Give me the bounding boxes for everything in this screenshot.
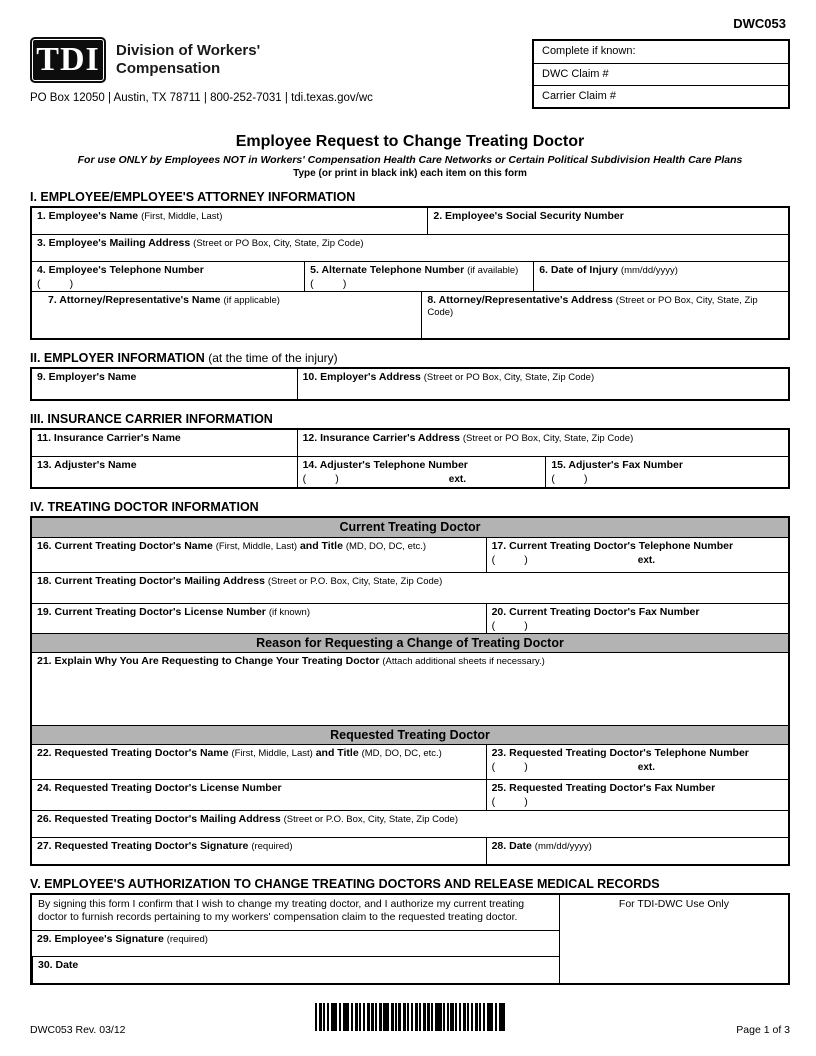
section2-heading-note: (at the time of the injury) [208,351,338,365]
field-hint: (First, Middle, Last) [215,541,298,552]
ext-label: ext. [637,555,655,566]
field-hint: (mm/dd/yyyy) [534,841,592,852]
field-hint: (if known) [268,607,310,618]
field-label: 15. Adjuster's Fax Number [551,459,683,471]
agency-name [116,42,260,78]
field-employee-signature-date[interactable] [32,957,559,983]
field-requested-doctor-date[interactable] [486,838,788,864]
field-attorney-address[interactable] [421,292,788,338]
section5-box [30,893,790,985]
field-label: 23. Requested Treating Doctor's Telephone Number [491,747,749,759]
field-employer-name[interactable] [32,369,297,399]
phone-paren: ( ) [491,620,528,632]
field-requested-doctor-name[interactable] [32,745,486,779]
field-alternate-telephone[interactable] [304,262,533,291]
section4-table [30,516,790,866]
section3-heading: III. INSURANCE CARRIER INFORMATION [30,412,273,426]
phone-paren: ( ) [491,796,528,808]
field-hint: (Street or P.O. Box, City, State, Zip Code) [283,814,459,825]
field-requested-doctor-telephone[interactable] [486,745,788,779]
field-label: 25. Requested Treating Doctor's Fax Number [491,782,716,794]
field-label2: and Title [299,540,343,552]
field-hint: (if available) [467,265,519,276]
field-label: 26. Requested Treating Doctor's Mailing Address [37,813,281,825]
section1-heading: I. EMPLOYEE/EMPLOYEE'S ATTORNEY INFORMATION [30,190,356,204]
claim-box [532,39,790,109]
field-label: 16. Current Treating Doctor's Name [37,540,213,552]
field-requested-doctor-mailing-address[interactable] [32,811,788,837]
field-label: 29. Employee's Signature [37,933,164,945]
agency-contact: PO Box 12050 | Austin, TX 78711 | 800-252-7031 | tdi.texas.gov/wc [30,92,373,104]
phone-paren: ( ) [491,761,528,773]
field-label: 8. Attorney/Representative's Address [427,294,613,306]
field-hint: (Street or PO Box, City, State, Zip Code) [193,238,364,249]
field-label: 19. Current Treating Doctor's License Number [37,606,266,618]
phone-paren: ( ) [310,278,347,290]
field-hint: (Street or P.O. Box, City, State, Zip Code) [267,576,443,587]
field-hint: (mm/dd/yyyy) [620,265,678,276]
field-label: 24. Requested Treating Doctor's License Number [37,782,282,794]
field-requested-doctor-fax[interactable] [486,780,788,810]
field-current-doctor-fax[interactable] [486,604,788,633]
field-label: 3. Employee's Mailing Address [37,237,191,249]
dwc-claim-field[interactable]: DWC Claim # [534,63,788,85]
field-label: 14. Adjuster's Telephone Number [302,459,468,471]
phone-paren: ( ) [302,473,339,485]
field-employee-mailing-address[interactable] [32,235,788,261]
field-label: 10. Employer's Address [302,371,421,383]
field-adjuster-telephone[interactable] [297,457,546,487]
field-hint: (required) [166,934,208,945]
authorization-block [32,895,559,983]
field-carrier-name[interactable] [32,430,297,456]
field-label: 5. Alternate Telephone Number [310,264,465,276]
field-label: 28. Date [491,840,532,852]
field-hint: (Attach additional sheets if necessary.) [382,656,545,667]
field-hint2: (MD, DO, DC, etc.) [345,541,427,552]
field-attorney-name[interactable] [32,292,421,338]
field-label: 2. Employee's Social Security Number [433,210,624,222]
subheader-requested-treating-doctor: Requested Treating Doctor [32,725,788,744]
page-subtitle: For use ONLY by Employees NOT in Workers' Compensation Health Care Networks or Certain Political Subdivision Health Care Plans [77,154,743,166]
field-label: 9. Employer's Name [37,371,137,383]
field-date-of-injury[interactable] [533,262,788,291]
field-hint: (First, Middle, Last) [141,211,223,222]
section4-heading: IV. TREATING DOCTOR INFORMATION [30,500,259,514]
section5-heading: V. EMPLOYEE'S AUTHORIZATION TO CHANGE TREATING DOCTORS AND RELEASE MEDICAL RECORDS [30,877,660,891]
field-employee-name[interactable] [32,208,427,234]
field-hint: (required) [251,841,293,852]
field-reason-explanation[interactable] [32,653,788,725]
phone-paren: ( ) [491,554,528,566]
field-current-doctor-name[interactable] [32,538,486,572]
field-employee-signature[interactable] [32,931,559,957]
field-label: 21. Explain Why You Are Requesting to Change Your Treating Doctor [37,655,380,667]
field-current-doctor-mailing-address[interactable] [32,573,788,603]
agency-name-line2: Compensation [116,60,221,77]
field-label: 6. Date of Injury [539,264,618,276]
field-current-doctor-license[interactable] [32,604,486,633]
phone-paren: ( ) [551,473,588,485]
field-hint: (if applicable) [223,295,280,306]
field-hint: (Street or PO Box, City, State, Zip Code) [423,372,595,383]
authorization-statement: By signing this form I confirm that I wish to change my treating doctor, and I authorize my current treating doctor to furnish records pertaining to my workers' compensation claim to the requested treating doctor. [32,895,559,931]
field-requested-doctor-license[interactable] [32,780,486,810]
field-current-doctor-telephone[interactable] [486,538,788,572]
subheader-reason-for-change: Reason for Requesting a Change of Treating Doctor [32,633,788,652]
tdi-logo: TDI [30,37,106,83]
field-label: 18. Current Treating Doctor's Mailing Address [37,575,265,587]
field-label: 1. Employee's Name [37,210,139,222]
field-label: 11. Insurance Carrier's Name [37,432,181,444]
field-adjuster-fax[interactable] [545,457,788,487]
subheader-current-treating-doctor: Current Treating Doctor [32,518,788,537]
section2-heading [30,351,790,365]
field-employee-ssn[interactable] [427,208,788,234]
ext-label: ext. [637,762,655,773]
field-hint: (Street or PO Box, City, State, Zip Code) [462,433,634,444]
field-label: 7. Attorney/Representative's Name [48,294,221,306]
field-label: 4. Employee's Telephone Number [37,264,204,276]
field-hint: (Street or PO Box, City, State, Zip Code) [427,295,758,318]
field-hint: (First, Middle, Last) [231,748,313,759]
section3-table [30,428,790,489]
page-title: Employee Request to Change Treating Doctor [235,133,585,150]
footer [30,1024,790,1036]
field-employer-address[interactable] [297,369,788,399]
field-carrier-address[interactable] [297,430,788,456]
field-employee-telephone[interactable] [32,262,304,291]
field-label: 22. Requested Treating Doctor's Name [37,747,229,759]
field-label: 30. Date [38,959,79,971]
section2-table [30,367,790,401]
footer-page-number: Page 1 of 3 [736,1024,790,1036]
header [30,37,790,109]
agency-name-line1: Division of Workers' [116,42,261,59]
tdi-dwc-use-only-box [559,895,788,983]
field-adjuster-name[interactable] [32,457,297,487]
field-label: 20. Current Treating Doctor's Fax Number [491,606,700,618]
section1-table [30,206,790,340]
section2-heading-text: II. EMPLOYER INFORMATION [30,351,205,365]
claim-box-title: Complete if known: [542,45,636,57]
tdi-dwc-use-only-label: For TDI-DWC Use Only [618,898,729,910]
phone-paren: ( ) [37,278,74,290]
agency-block [30,37,373,104]
field-label: 17. Current Treating Doctor's Telephone Number [491,540,734,552]
footer-revision: DWC053 Rev. 03/12 [30,1024,126,1036]
field-hint2: (MD, DO, DC, etc.) [361,748,442,759]
field-requested-doctor-signature[interactable] [32,838,486,864]
field-label2: and Title [315,747,359,759]
field-label: 12. Insurance Carrier's Address [302,432,460,444]
field-label: 13. Adjuster's Name [37,459,137,471]
title-block [30,133,790,179]
ext-label: ext. [448,474,466,485]
form-number: DWC053 [733,16,786,31]
carrier-claim-field[interactable]: Carrier Claim # [534,85,788,107]
field-label: 27. Requested Treating Doctor's Signature [37,840,249,852]
page-instruction: Type (or print in black ink) each item on this form [293,168,527,179]
